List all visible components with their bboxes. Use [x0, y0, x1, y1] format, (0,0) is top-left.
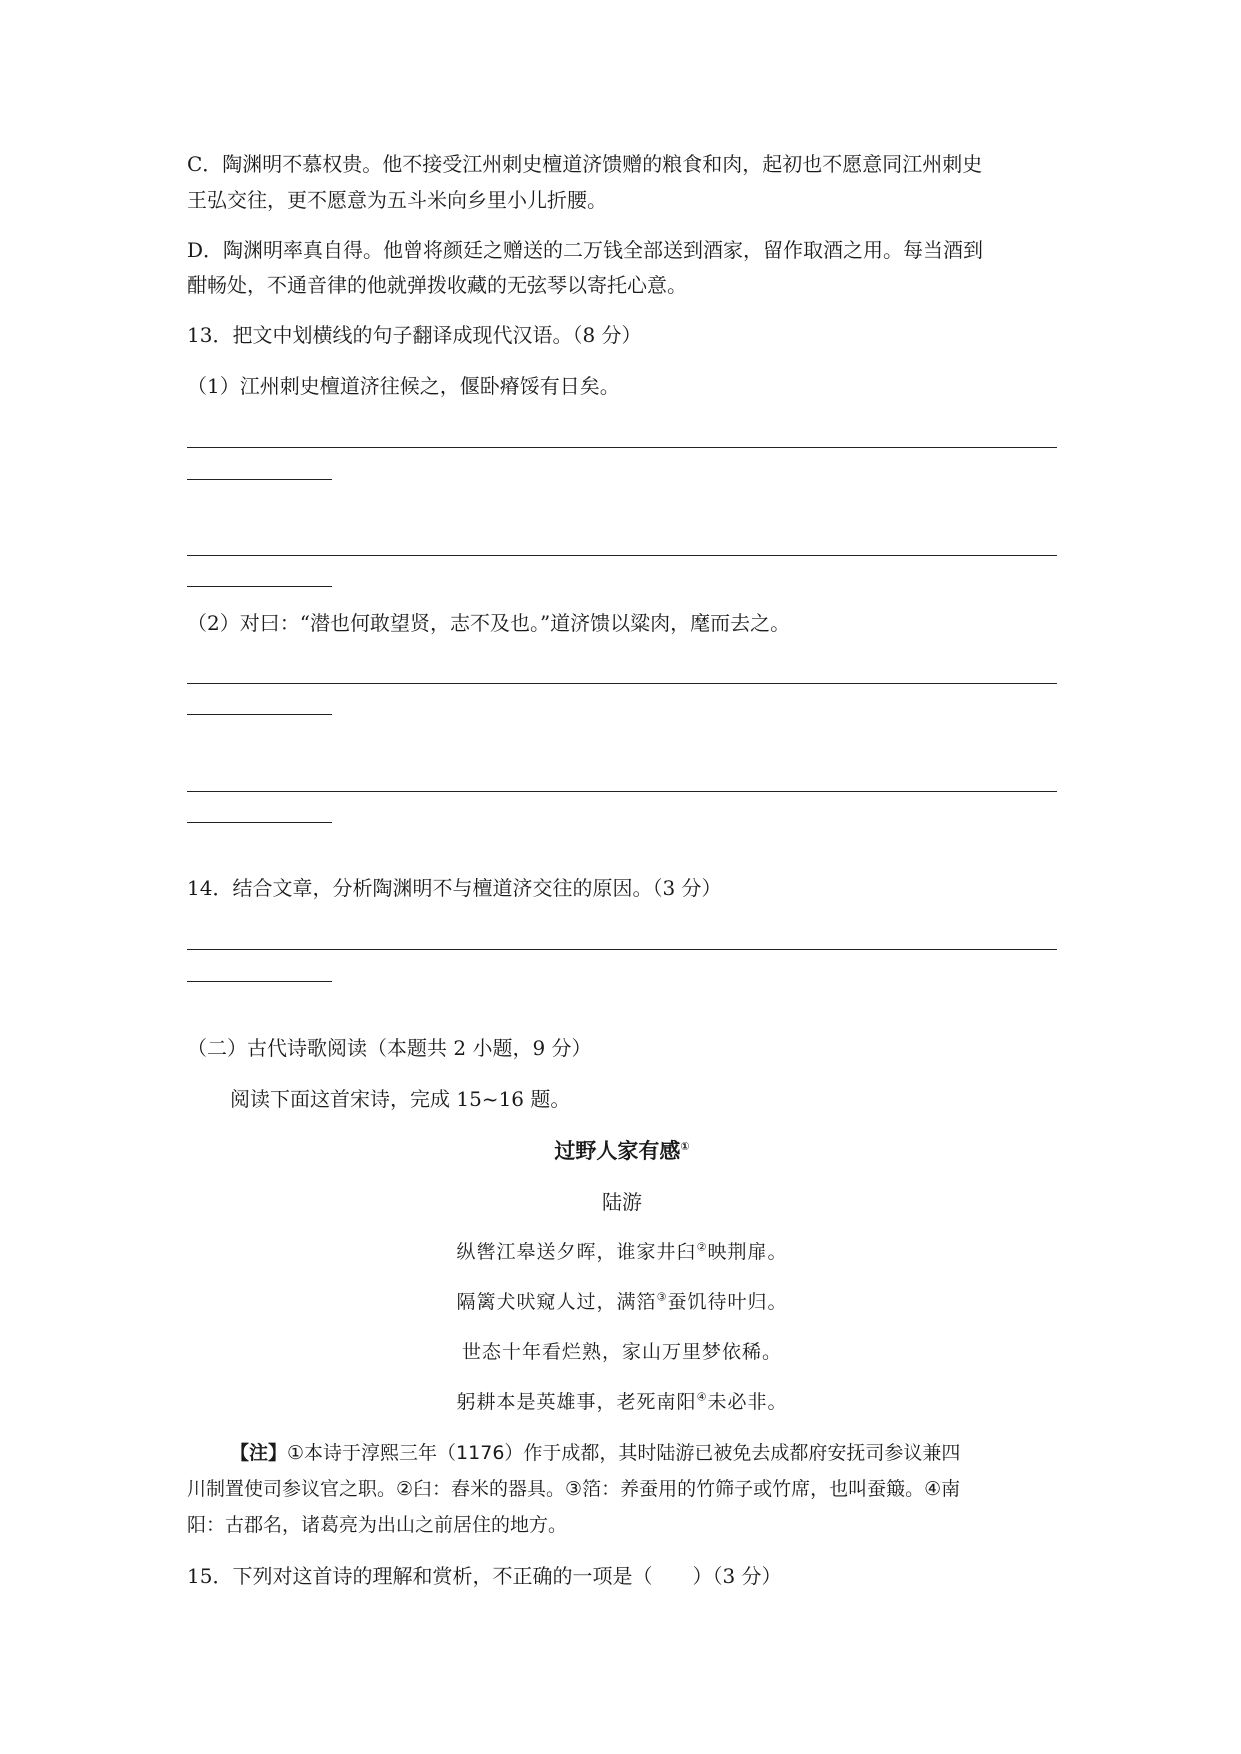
poem-line-2: [187, 1288, 1057, 1316]
poem-line-4-part-a: 躬耕本是英雄事，老死南阳: [456, 1391, 697, 1413]
option-d-line1: D．陶渊明率真自得。他曾将颜廷之赠送的二万钱全部送到酒家，留作取酒之用。每当酒到: [187, 238, 984, 262]
answer-line[interactable]: [187, 791, 1057, 792]
poem-line-1-note-mark: ②: [696, 1240, 708, 1254]
poem-line-3: 世态十年看烂熟，家山万里梦依稀。: [461, 1341, 782, 1363]
section-2-heading: （二）古代诗歌阅读（本题共 2 小题，9 分）: [187, 1036, 592, 1060]
note-line-3: 阳：古郡名，诸葛亮为出山之前居住的地方。: [187, 1514, 568, 1536]
poem-title: [187, 1137, 1057, 1165]
answer-line[interactable]: [187, 555, 1057, 556]
option-d-line2: 酣畅处，不通音律的他就弹拨收藏的无弦琴以寄托心意。: [187, 273, 687, 297]
poem-line-1-part-b: 映荆扉。: [707, 1241, 788, 1263]
question-13-sub1: （1）江州刺史檀道济往候之，偃卧瘠馁有日矣。: [187, 374, 620, 398]
answer-line-short[interactable]: [187, 586, 332, 587]
option-c-line1: C．陶渊明不慕权贵。他不接受江州刺史檀道济馈赠的粮食和肉，起初也不愿意同江州刺史: [187, 152, 983, 176]
option-c-line2: 王弘交往，更不愿意为五斗米向乡里小儿折腰。: [187, 188, 607, 212]
poem-line-4: [187, 1388, 1057, 1416]
note-line-1: [230, 1439, 1057, 1467]
question-13-stem: 13．把文中划横线的句子翻译成现代汉语。（8 分）: [187, 323, 642, 347]
question-14-stem: 14．结合文章，分析陶渊明不与檀道济交往的原因。（3 分）: [187, 876, 722, 900]
answer-line[interactable]: [187, 949, 1057, 950]
poem-author: 陆游: [602, 1190, 642, 1214]
poem-line-4-part-b: 未必非。: [707, 1391, 788, 1413]
answer-line-short[interactable]: [187, 479, 332, 480]
question-15-stem: 15．下列对这首诗的理解和赏析，不正确的一项是（ ）（3 分）: [187, 1564, 782, 1588]
answer-line-short[interactable]: [187, 714, 332, 715]
poem-line-2-part-b: 蚕饥待叶归。: [667, 1291, 788, 1313]
poem-title-text: 过野人家有感: [554, 1139, 681, 1163]
poem-line-4-note-mark: ④: [696, 1390, 708, 1404]
note-line-1-text: ①本诗于淳熙三年（1176）作于成都，其时陆游已被免去成都府安抚司参议兼四: [287, 1442, 961, 1464]
poem-line-2-part-a: 隔篱犬吠窥人过，满箔: [456, 1291, 657, 1313]
poem-line-1: [187, 1238, 1057, 1266]
section-2-instruction: 阅读下面这首宋诗，完成 15~16 题。: [230, 1087, 571, 1111]
answer-line[interactable]: [187, 683, 1057, 684]
poem-line-1-part-a: 纵辔江皋送夕晖，谁家井臼: [456, 1241, 697, 1263]
poem-title-note-mark: ①: [680, 1140, 690, 1153]
answer-line-short[interactable]: [187, 981, 332, 982]
poem-line-2-note-mark: ③: [656, 1290, 668, 1304]
note-label: 【注】: [230, 1442, 288, 1464]
answer-line[interactable]: [187, 447, 1057, 448]
note-line-2: 川制置使司参议官之职。②臼：舂米的器具。③箔：养蚕用的竹筛子或竹席，也叫蚕簸。④南: [187, 1478, 961, 1500]
question-13-sub2: （2）对曰：“潜也何敢望贤，志不及也。”道济馈以粱肉，麾而去之。: [187, 611, 791, 635]
answer-line-short[interactable]: [187, 822, 332, 823]
